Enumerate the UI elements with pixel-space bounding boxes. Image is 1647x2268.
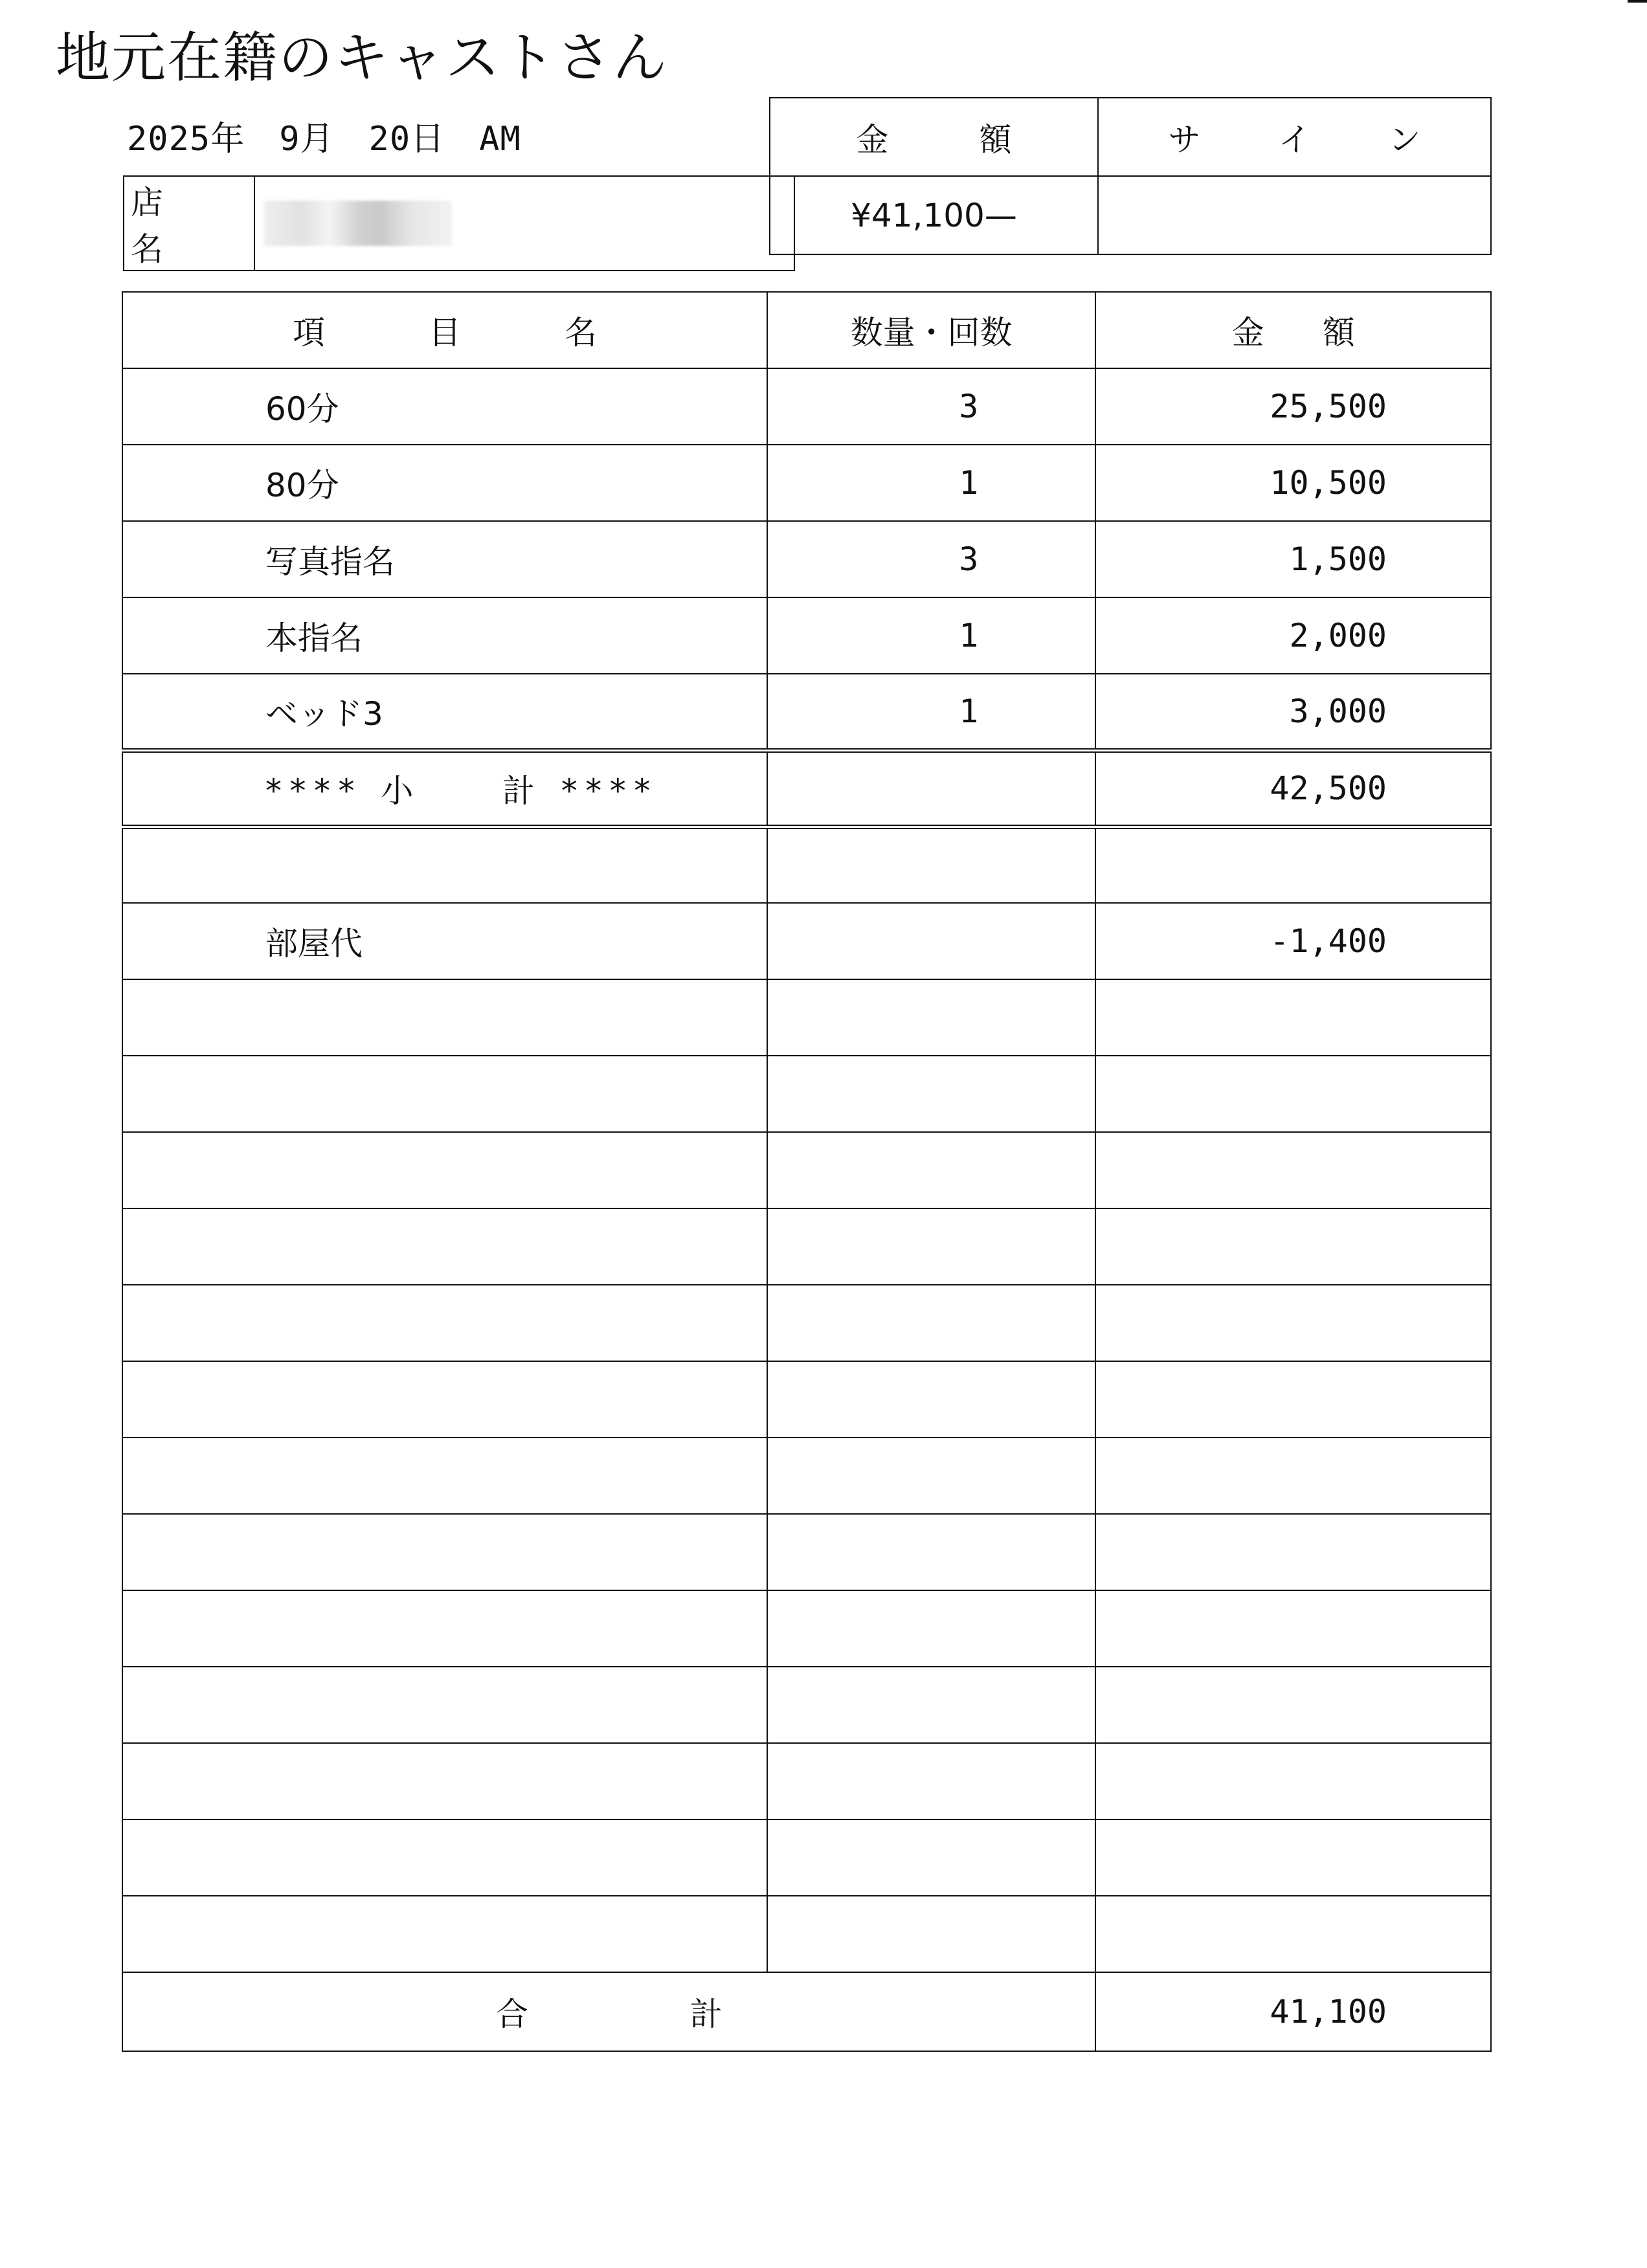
item-cell: 部屋代 [122,903,767,979]
table-row [122,521,1491,597]
table-row [122,1208,1491,1285]
table-row [122,1667,1491,1743]
amount-cell: 3,000 [1095,674,1491,750]
total-amount: 41,100 [1095,1972,1491,2051]
item-cell [122,827,767,903]
item-cell: ベッド3 [122,674,767,750]
subtotal-amount: 42,500 [1095,750,1491,827]
item-cell: 本指名 [122,597,767,674]
table-row [122,1361,1491,1438]
qty-cell: 1 [767,445,1095,521]
qty-cell: 3 [767,368,1095,445]
qty-cell [767,827,1095,903]
amount-cell: -1,400 [1095,903,1491,979]
amount-cell: 2,000 [1095,597,1491,674]
table-row [122,597,1491,674]
table-row [122,979,1491,1056]
qty-cell [767,750,1095,827]
store-name-redacted [254,176,794,271]
total-row [122,1972,1491,2051]
table-row [122,1819,1491,1896]
amount-cell: 10,500 [1095,445,1491,521]
table-row [122,445,1491,521]
items-table [122,291,1492,2052]
scan-mark [1628,0,1647,3]
amount-cell [1095,827,1491,903]
item-cell: 80分 [122,445,767,521]
table-row [122,1514,1491,1590]
total-label: 合計 [122,1972,1095,2051]
qty-cell [767,903,1095,979]
sign-field[interactable] [1098,176,1491,254]
table-row [122,674,1491,750]
table-header [122,292,1491,368]
date-line: 2025年 9月 20日 AM [127,120,521,159]
table-row [122,1056,1491,1132]
store-label: 店 名 [124,176,254,271]
sign-label: サ イ ン [1098,98,1491,176]
qty-cell: 1 [767,674,1095,750]
header-table [769,97,1492,255]
qty-cell: 1 [767,597,1095,674]
amount-cell: 1,500 [1095,521,1491,597]
amount-cell: 25,500 [1095,368,1491,445]
table-row [122,1590,1491,1667]
table-row [122,1132,1491,1208]
column-header: 項目名 [122,292,767,368]
table-row [122,1896,1491,1972]
table-row [122,827,1491,903]
qty-cell: 3 [767,521,1095,597]
page-title: 地元在籍のキャストさん [56,26,669,89]
subtotal-label: **** 小 計 **** [122,750,767,827]
table-row [122,1743,1491,1819]
subtotal-row [122,750,1491,827]
item-cell: 写真指名 [122,521,767,597]
store-table [123,175,795,271]
table-row [122,1285,1491,1361]
column-header: 数量・回数 [767,292,1095,368]
amount-label: 金 額 [770,98,1098,176]
table-row [122,903,1491,979]
table-row [122,368,1491,445]
table-row [122,1438,1491,1514]
amount-value: ¥41,100— [770,176,1098,254]
column-header: 金額 [1095,292,1491,368]
item-cell: 60分 [122,368,767,445]
